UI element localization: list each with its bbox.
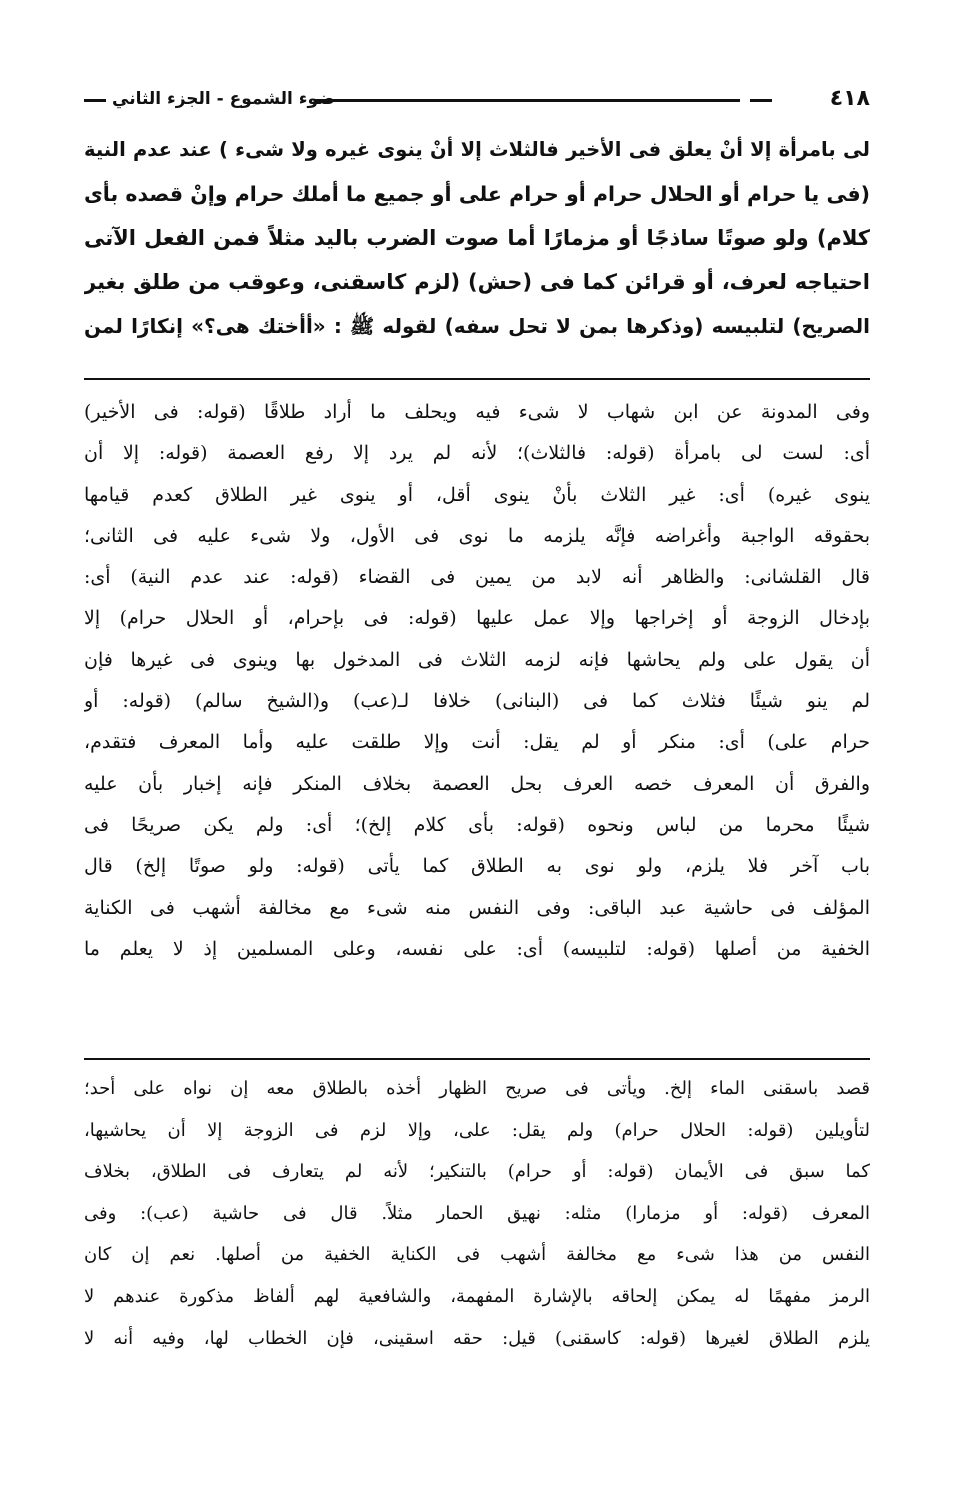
header-dash-right [750, 99, 772, 102]
commentary-line: المؤلف فى حاشية عبد الباقى: وفى النفس منه شىء مع مخالفة أشهب فى الكناية [84, 896, 870, 919]
commentary-line: أى: لست لى بامرأة (قوله: فالثلاث)؛ لأنه لم يرد إلا رفع العصمة (قوله: إلا أن [84, 442, 870, 465]
page-header [84, 84, 870, 118]
page-number: ٤١٨ [829, 86, 870, 111]
footnote-line: كما سبق فى الأيمان (قوله: أو حرام) بالتنكير؛ لأنه لم يتعارف فى الطلاق، بخلاف [84, 1161, 870, 1183]
footnote-line: لتأويلين (قوله: الحلال حرام) ولم يقل: على، وإلا لزم فى الزوجة إلا أن يحاشيها، [84, 1119, 870, 1141]
commentary-line: بإدخال الزوجة أو إخراجها وإلا عمل عليها (قوله: فى بإحرام، أو الحلال حرام) إلا [84, 607, 870, 630]
main-line: احتياجه لعرف، أو قرائن كما فى (حش) (لزم كاسقنى، وعوقب من طلق بغير [84, 270, 870, 294]
commentary-line: حرام على) أى: منكر أو لم يقل: أنت وإلا طلقت عليه وأما المعرف فتقدم، [84, 731, 870, 754]
footnote-line: يلزم الطلاق لغيرها (قوله: كاسقنى) قيل: حقه اسقينى، فإن الخطاب لها، وفيه أنه لا [84, 1327, 870, 1349]
commentary-line: لم ينو شيئًا فثلاث كما فى (البنانى) خلافا لـ(عب) و(الشيخ سالم) (قوله: أو [84, 690, 870, 713]
running-title: ضوء الشموع - الجزء الثاني [112, 89, 335, 109]
footnote-line: المعرف (قوله: أو مزمارا) مثله: نهيق الحمار مثلاً. قال فى حاشية (عب): وفى [84, 1202, 870, 1224]
commentary-line: أن يقول على ولم يحاشها فإنه لزمه الثلاث فى المدخول بها وينوى فى غيرها فإن [84, 648, 870, 671]
commentary-line: والفرق أن المعرف خصه العرف بحل العصمة بخلاف المنكر فإنه إخبار بأن عليه [84, 772, 870, 795]
main-line: الصريح) لتلبيسه (وذكرها بمن لا تحل سفه) لقوله ﷺ : «أأختك هى؟» إنكارًا لمن [84, 314, 870, 338]
commentary-line: الخفية من أصلها (قوله: لتلبيسه) أى: على نفسه، وعلى المسلمين إذ لا يعلم ما [84, 937, 870, 960]
header-dash-left [84, 99, 106, 102]
header-rule [314, 99, 740, 102]
footnote-separator-rule [84, 1058, 870, 1060]
commentary-text [84, 392, 870, 970]
main-line: (فى يا حرام أو الحلال حرام أو حرام على أو جميع ما أملك حرام وإنْ قصده بأى [84, 182, 870, 206]
commentary-line: ينوى غيره) أى: غير الثلاث بأنْ ينوى أقل، أو ينوى غير الطلاق كعدم قيامها [84, 483, 870, 506]
commentary-line: باب آخر فلا يلزم، ولو نوى به الطلاق كما يأتى (قوله: ولو صوتًا إلخ) قال [84, 855, 870, 878]
footnote-text [84, 1068, 870, 1359]
main-line: كلام) ولو صوتًا ساذجًا أو مزمارًا أما صوت الضرب باليد مثلاً فمن الفعل الآتى [84, 226, 870, 250]
commentary-line: بحقوقه الواجبة وأغراضه فإنَّه يلزمه ما نوى فى الأول، ولا شىء عليه فى الثانى؛ [84, 524, 870, 547]
footnote-line: قصد باسقنى الماء إلخ. ويأتى فى صريح الظهار أخذه بالطلاق معه إن نواه على أحد؛ [84, 1078, 870, 1099]
commentary-line: شيئًا محرما من لباس ونحوه (قوله: بأى كلام إلخ)؛ أى: ولم يكن صريحًا فى [84, 813, 870, 836]
commentary-line: وفى المدونة عن ابن شهاب لا شىء فيه ويحلف ما أراد طلاقًا (قوله: فى الأخير) [84, 401, 870, 423]
main-text [84, 128, 870, 348]
main-line: لى بامرأة إلا أنْ يعلق فى الأخير فالثلاث إلا أنْ ينوى غيره ولا شىء ) عند عدم النية [84, 138, 870, 161]
main-separator-rule [84, 378, 870, 380]
footnote-line: النفس من هذا شىء مع مخالفة أشهب فى الكناية الخفية من أصلها. نعم إن كان [84, 1244, 870, 1266]
commentary-line: قال القلشانى: والظاهر أنه لابد من يمين فى القضاء (قوله: عند عدم النية) أى: [84, 566, 870, 589]
footnote-line: الرمز مفهمًا له يمكن إلحاقه بالإشارة المفهمة، والشافعية لهم ألفاظ مذكورة عندهم لا [84, 1285, 870, 1307]
